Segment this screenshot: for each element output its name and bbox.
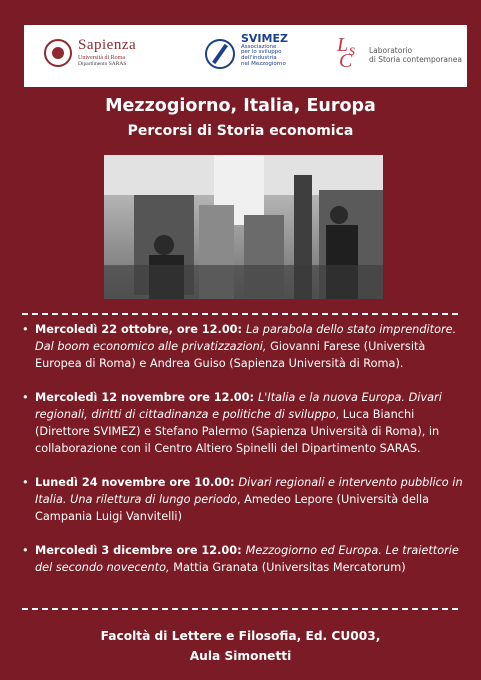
venue-footer: [0, 626, 481, 666]
event-speakers: , Luca Bianchi (Direttore SVIMEZ) e Stefano Palermo (Sapienza Università di Roma), in collaborazione con il Centro Altiero Spinelli del Dipartimento SARAS.: [35, 408, 440, 455]
event-speakers: , Amedeo Lepore (Università della Campania Luigi Vanvitelli): [35, 493, 430, 523]
event-item: [22, 474, 468, 525]
factory-photo: [104, 155, 383, 299]
sapienza-seal-icon: [44, 39, 72, 67]
event-item: [22, 542, 468, 576]
event-datetime: Lunedì 24 novembre ore 10.00:: [35, 476, 239, 489]
sapienza-name: Sapienza: [78, 37, 137, 53]
lsc-logo: [335, 36, 462, 74]
event-talk-title: Divari regionali e intervento pubblico in Italia. Una rilettura di lungo periodo: [35, 476, 463, 506]
venue-line1: Facoltà di Lettere e Filosofia, Ed. CU003,: [100, 629, 381, 643]
event-item: [22, 389, 468, 457]
lsc-line1: Laboratorio: [369, 45, 413, 55]
svimez-desc-line: nel Mezzogiorno: [241, 60, 286, 67]
svimez-mark-icon: [205, 39, 235, 69]
page-subtitle: Percorsi di Storia economica: [127, 123, 354, 139]
event-datetime: Mercoledì 22 ottobre, ore 12.00:: [35, 323, 246, 336]
event-datetime: Mercoledì 12 novembre ore 12.00:: [35, 391, 258, 404]
svimez-desc-line: per lo sviluppo: [241, 49, 282, 56]
logo-bar: [24, 25, 467, 87]
event-list: [22, 321, 468, 593]
event-talk-title: Mezzogiorno ed Europa. Le traiettorie del secondo novecento,: [35, 544, 459, 574]
svimez-desc-line: dell'industria: [241, 55, 277, 62]
lsc-line2: di Storia contemporanea: [369, 55, 462, 64]
svimez-logo: [205, 33, 288, 69]
svimez-name: SVIMEZ: [241, 32, 288, 45]
lsc-mark-icon: L s C: [337, 34, 356, 72]
page-title: Mezzogiorno, Italia, Europa: [105, 96, 376, 116]
bottom-divider: [22, 608, 458, 610]
top-divider: [22, 313, 458, 315]
sapienza-subtitle: Università di Roma: [78, 55, 125, 61]
svimez-desc-line: Associazione: [241, 43, 277, 50]
venue-line2: Aula Simonetti: [189, 649, 292, 663]
event-speakers: Giovanni Farese (Università Europea di Roma) e Andrea Guiso (Sapienza Università di Roma).: [35, 340, 426, 370]
sapienza-logo: [44, 38, 136, 68]
event-talk-title: L'Italia e la nuova Europa. Divari regionali, diritti di cittadinanza e politiche di sviluppo: [35, 391, 442, 421]
event-speakers: Mattia Granata (Universitas Mercatorum): [173, 561, 406, 574]
sapienza-department: Dipartimento SARAS: [78, 61, 127, 67]
event-talk-title: La parabola dello stato imprenditore. Dal boom economico alle privatizzazioni,: [35, 323, 457, 353]
event-item: [22, 321, 468, 372]
event-datetime: Mercoledì 3 dicembre ore 12.00:: [35, 544, 246, 557]
